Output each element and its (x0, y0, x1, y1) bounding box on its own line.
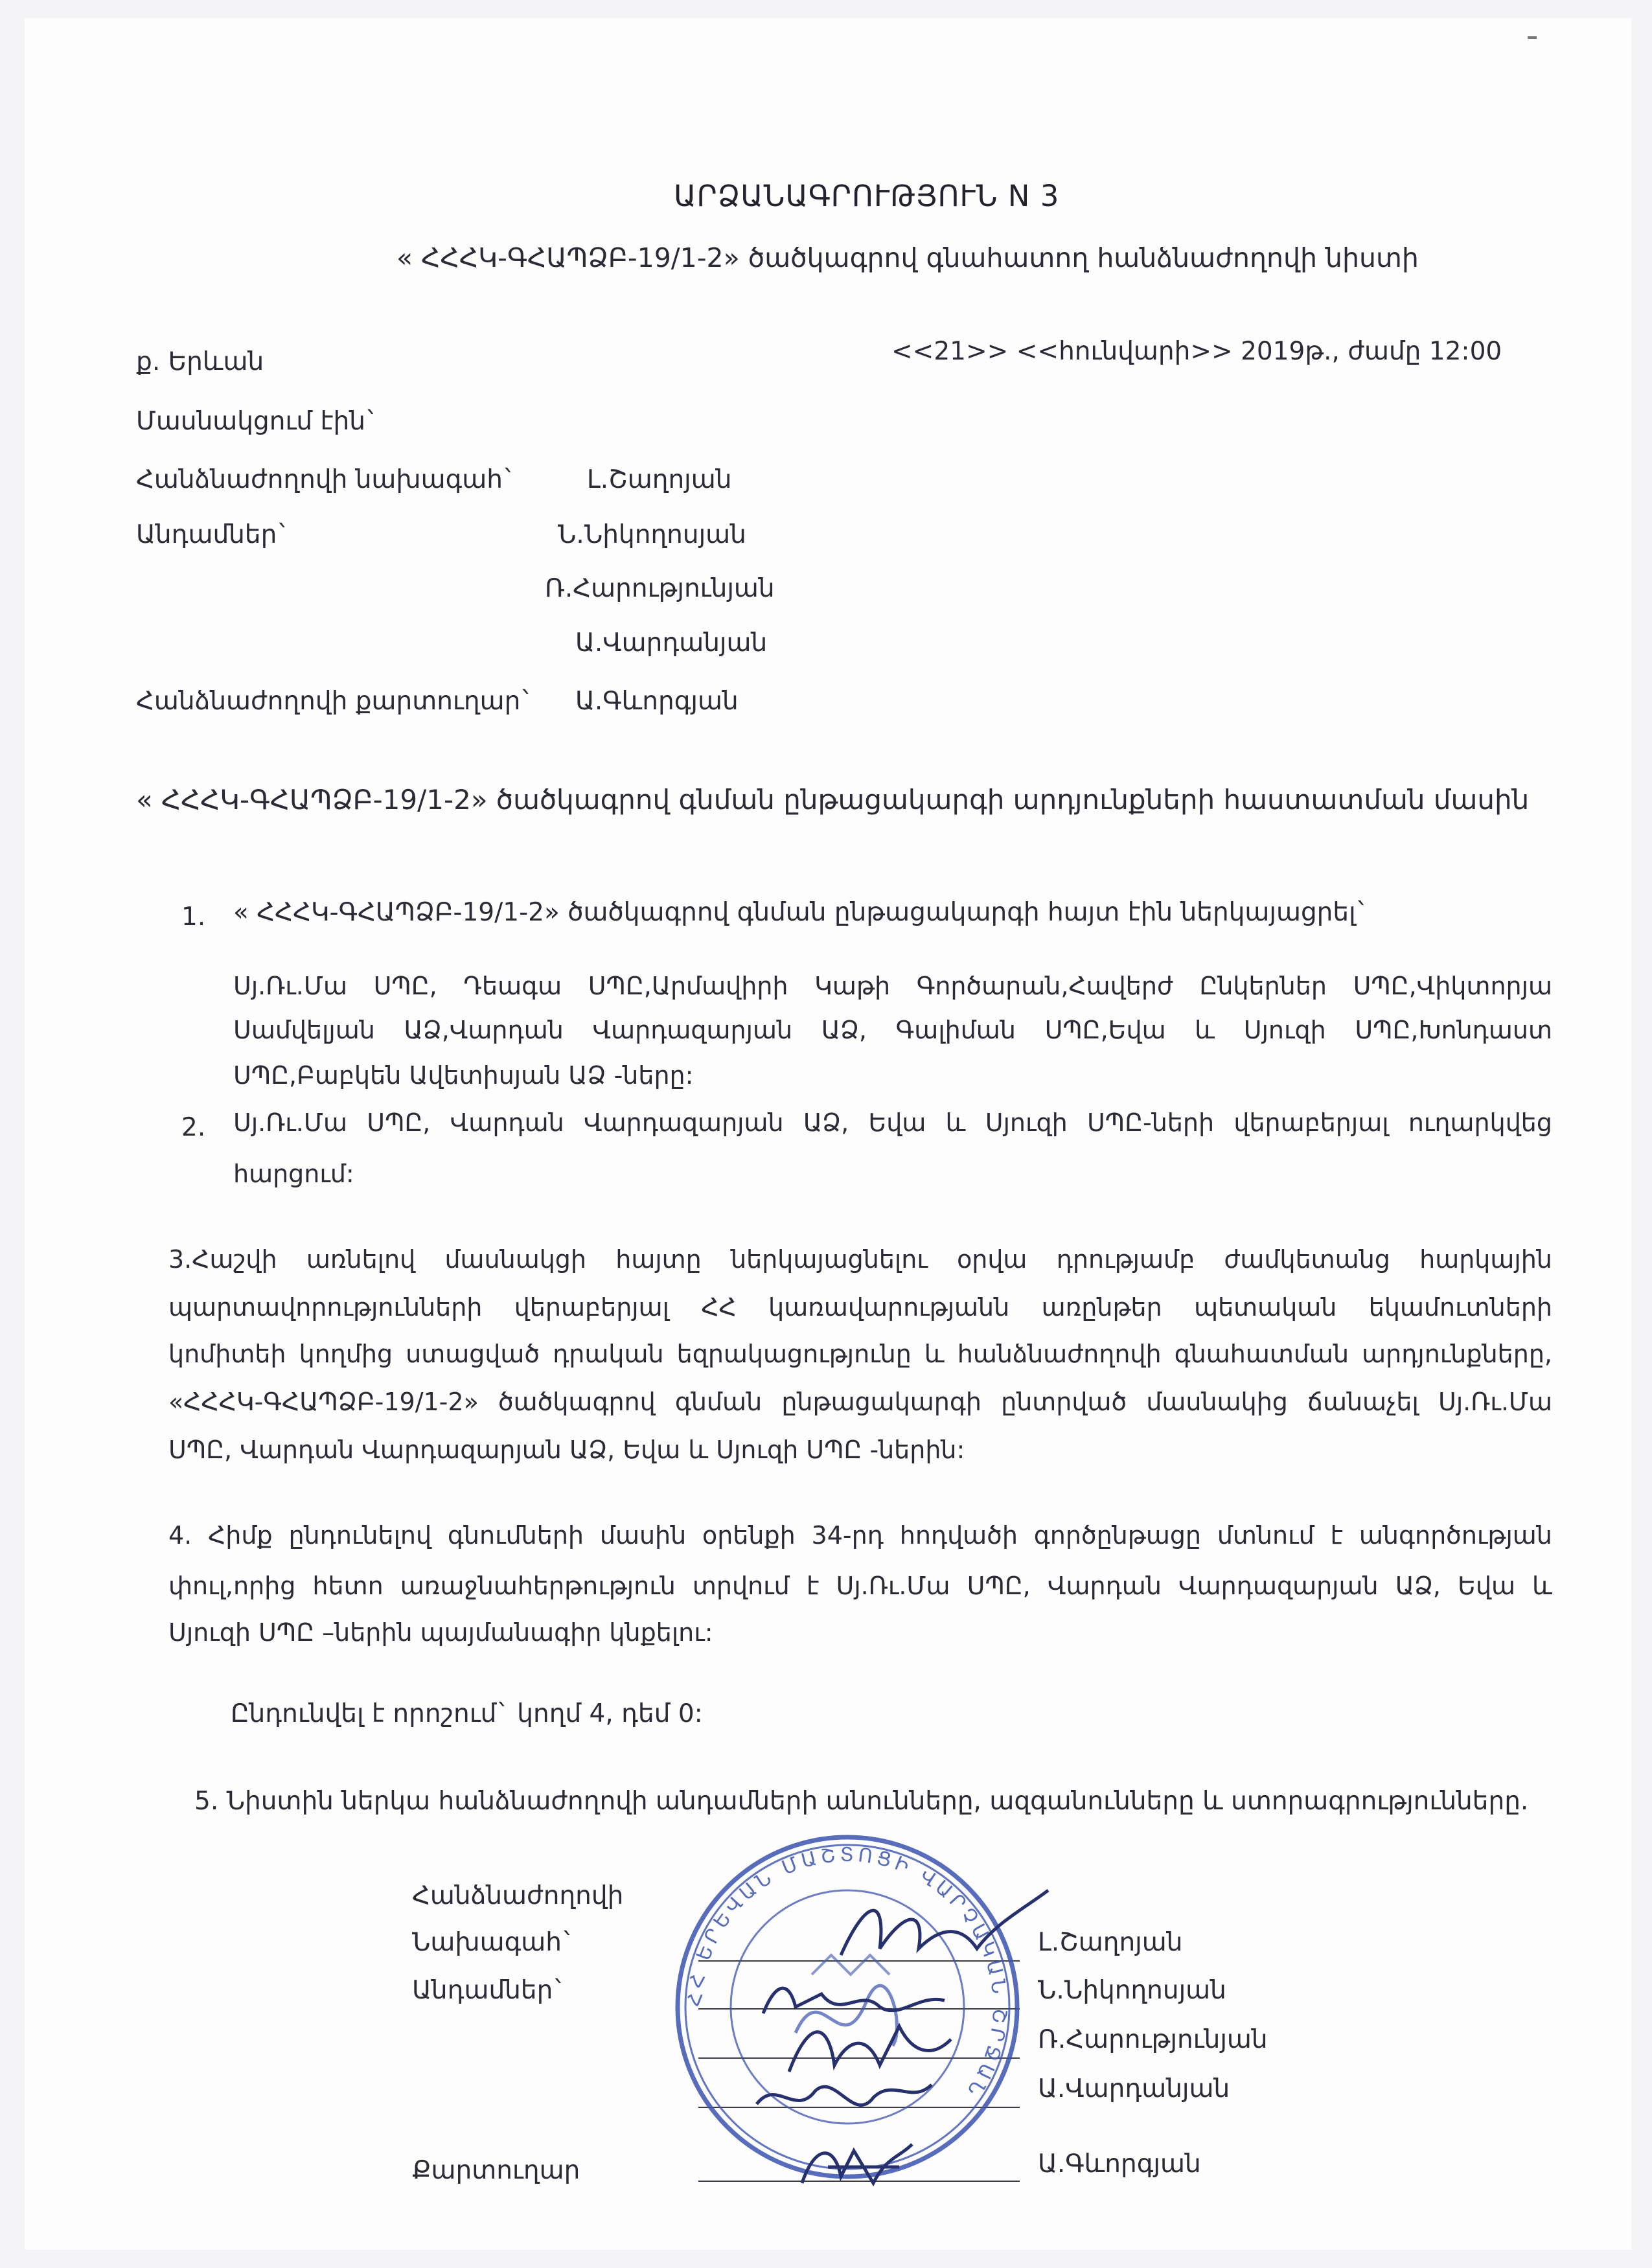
commission-label: Հանձնաժողովի (412, 1881, 624, 1910)
item-3-line: կոմիտեի կողմից ստացված դրական եզրակացությունը և հանձնաժողովի գնահատման արդյունքները, (168, 1340, 1552, 1368)
members-label: Անդամներ` (136, 520, 290, 549)
chair-sign-label: Նախագահ` (412, 1928, 575, 1957)
item-1-intro: « ՀՀՀԿ-ԳՀԱՊՁԲ-19/1-2» ծածկագրով գնման ընթացակարգի հայտ էին ներկայացրել` (233, 898, 1369, 927)
signature-member (744, 2065, 938, 2130)
signature-chair (828, 1884, 1061, 1975)
item-1-line: Սամվելյան ԱՁ,Վարդան Վարդազարյան ԱՁ, Գալիման ՍՊԸ,Եվա և Սյուզի ՍՊԸ,Խոնդաստ (233, 1016, 1552, 1044)
secretary-name: Ա.Գևորգյան (575, 687, 739, 716)
document-page (25, 18, 1631, 2250)
member-name: Ա.Վարդանյան (575, 628, 768, 658)
item-3-line: պարտավորությունների վերաբերյալ ՀՀ կառավարությանն առընթեր պետական եկամուտների (168, 1293, 1552, 1322)
decision-result: Ընդունվել է որոշում` կողմ 4, դեմ 0: (231, 1699, 703, 1728)
signatory-name: Ռ.Հարությունյան (1038, 2025, 1268, 2054)
item-5-text: 5. Նիստին ներկա հանձնաժողովի անդամների անունները, ազգանունները և ստորագրությունները. (194, 1787, 1529, 1816)
stamp-outer-text: ՀՀ ԵՐԵՎԱՆ ՄԱՇՏՈՑԻ ՎԱՐՉԱԿԱՆ ՇՐՋԱՆ (683, 1843, 1011, 2104)
page-subtitle: « ՀՀՀԿ-ԳՀԱՊՁԲ-19/1-2» ծածկագրով գնահատող հանձնաժողովի նիստի (396, 242, 1419, 273)
item-2-line: Սյ.Ռւ.Մա ՍՊԸ, Վարդան Վարդազարյան ԱՁ, Եվա և Սյուզի ՍՊԸ-ների վերաբերյալ ուղարկվեց (233, 1108, 1552, 1137)
item-4-line: Սյուզի ՍՊԸ –ներին պայմանագիր կնքելու: (168, 1618, 713, 1647)
item-4-line: փուլ,որից հետո առաջնահերթություն տրվում է Սյ.Ռւ.Մա ՍՊԸ, Վարդան Վարդազարյան ԱՁ, Եվա և (168, 1572, 1552, 1600)
secretary-sign-label: Քարտուղար (412, 2156, 580, 2185)
item-number: 2. (181, 1113, 206, 1142)
signatory-name: Ա.Գևորգյան (1038, 2149, 1201, 2179)
member-name: Ն.Նիկողոսյան (558, 520, 746, 549)
page-title: ԱՐՁԱՆԱԳՐՈՒԹՅՈՒՆ N 3 (674, 179, 1060, 213)
scan-mark (1528, 36, 1537, 39)
member-name: Ռ.Հարությունյան (545, 574, 775, 603)
signatory-name: Լ.Շաղոյան (1038, 1928, 1183, 1957)
item-3-line: ՍՊԸ, Վարդան Վարդազարյան ԱՁ, Եվա և Սյուզի ՍՊԸ -ներին: (168, 1436, 965, 1464)
meeting-date: <<21>> <<հունվարի>> 2019թ., ժամը 12:00 (891, 337, 1502, 366)
item-1-line: ՍՊԸ,Բաբկեն Ավետիսյան ԱՁ -ները: (233, 1061, 694, 1090)
city-label: ք. Երևան (136, 347, 264, 376)
decision-topic: « ՀՀՀԿ-ԳՀԱՊՁԲ-19/1-2» ծածկագրով գնման ընթացակարգի արդյունքների հաստատման մասին (136, 784, 1530, 816)
participants-label: Մասնակցում էին` (136, 407, 378, 436)
item-number: 1. (181, 902, 206, 932)
chair-name: Լ.Շաղոյան (587, 465, 732, 494)
item-3-line: 3.Հաշվի առնելով մասնակցի հայտը ներկայացնելու օրվա դրությամբ ժամկետանց հարկային (168, 1245, 1552, 1274)
item-3-line: «ՀՀՀԿ-ԳՀԱՊՁԲ-19/1-2» ծածկագրով գնման ընթացակարգի ընտրված մասնակից ճանաչել Սյ.Ռւ.Մա (168, 1388, 1552, 1416)
item-4-line: 4. Հիմք ընդունելով գնումների մասին օրենքի 34-րդ հոդվածի գործընթացը մտնում է անգործության (168, 1521, 1552, 1550)
signature-secretary (789, 2131, 919, 2203)
secretary-label: Հանձնաժողովի քարտուղար` (136, 687, 533, 716)
signatory-name: Ն.Նիկողոսյան (1038, 1976, 1226, 2005)
signatory-name: Ա.Վարդանյան (1038, 2074, 1230, 2103)
chair-label: Հանձնաժողովի նախագահ` (136, 465, 516, 494)
item-2-line: հարցում: (233, 1160, 354, 1188)
members-sign-label: Անդամներ` (412, 1976, 566, 2005)
item-1-line: Սյ.Ռւ.Մա ՍՊԸ, Դեագա ՍՊԸ,Արմավիրի Կաթի Գործարան,Հավերժ Ընկերներ ՍՊԸ,Վիկտորյա (233, 972, 1552, 1000)
